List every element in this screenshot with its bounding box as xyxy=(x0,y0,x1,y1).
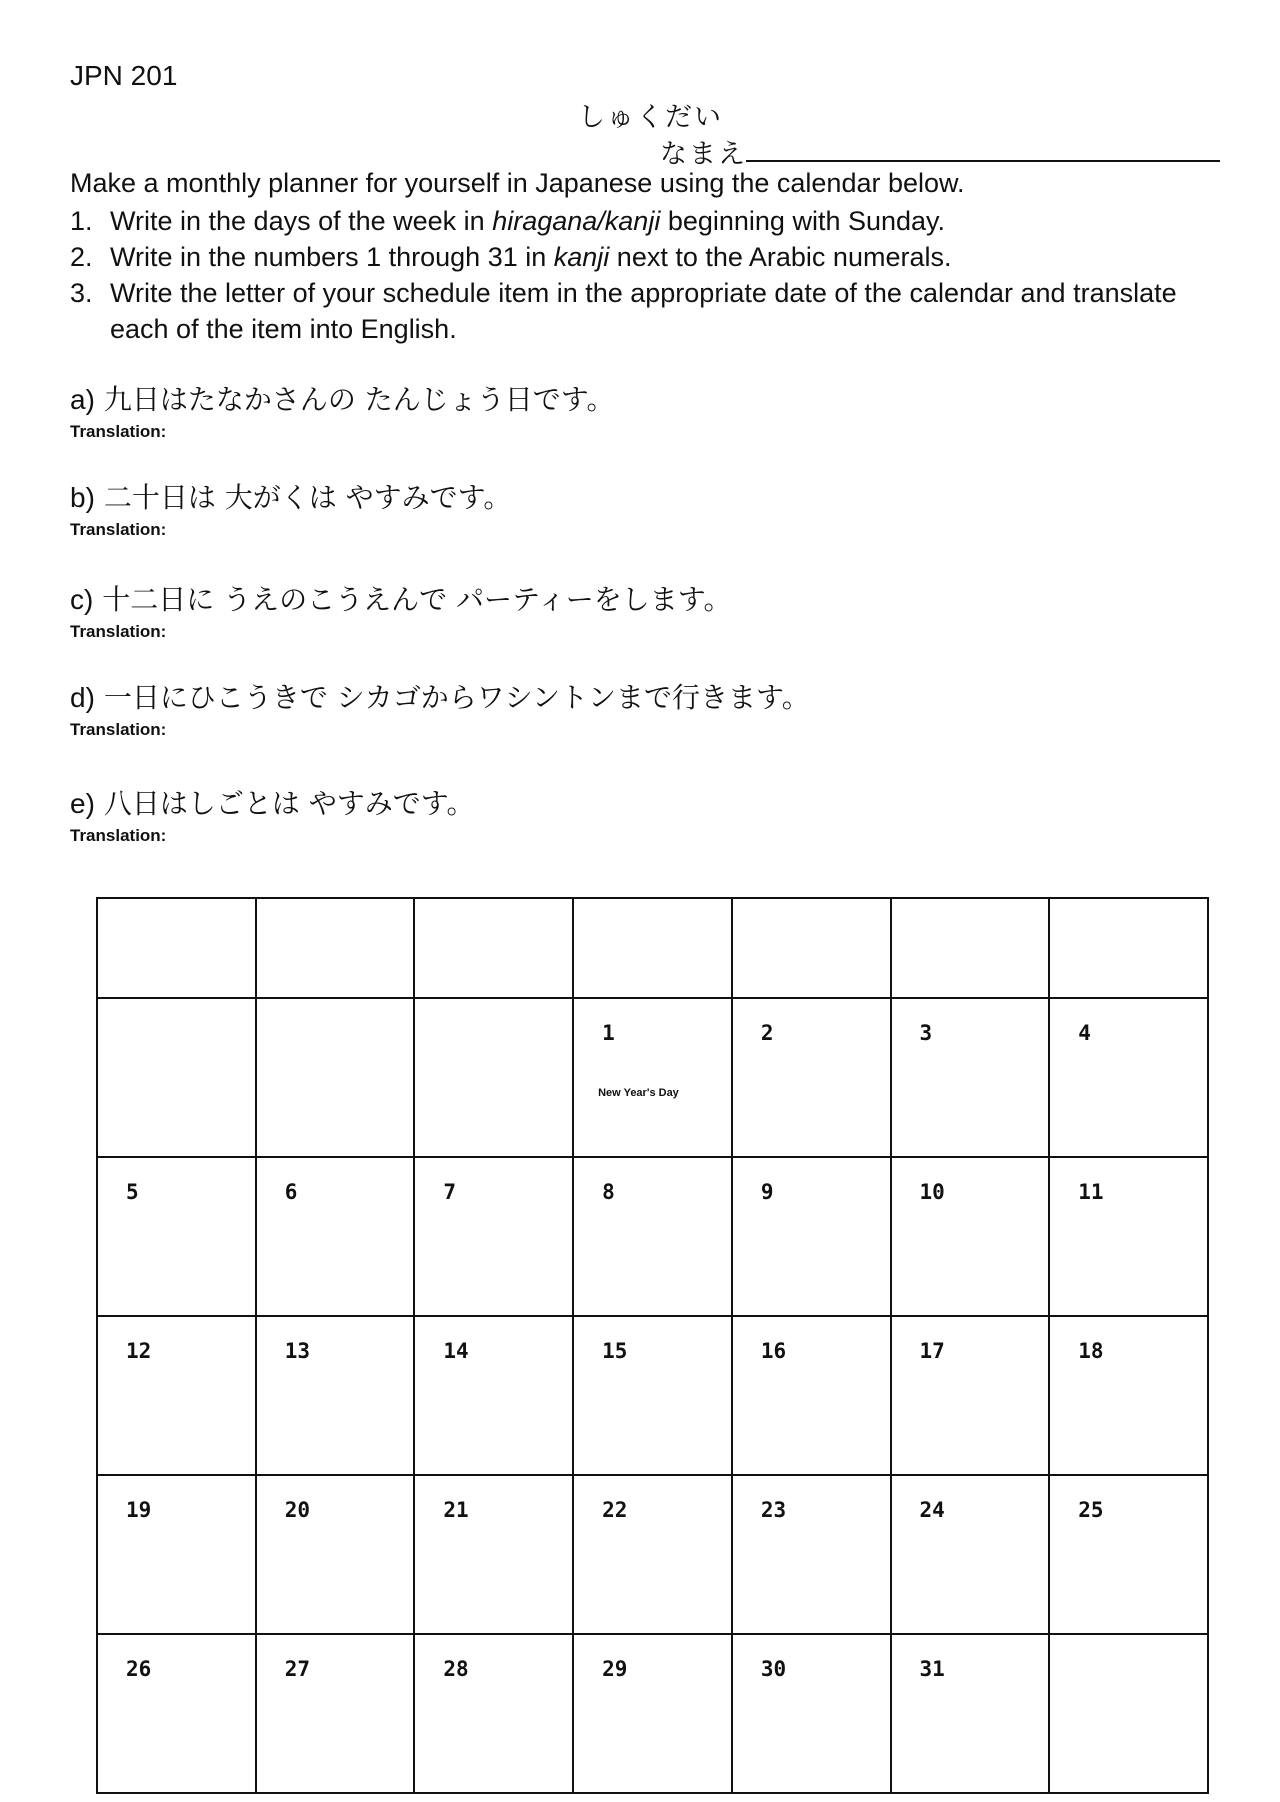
schedule-item-b xyxy=(70,476,511,540)
day-number: 26 xyxy=(126,1657,152,1681)
day-number: 14 xyxy=(443,1339,469,1363)
calendar-week-row xyxy=(97,998,1208,1157)
calendar-week-row xyxy=(97,1475,1208,1634)
day-number: 9 xyxy=(760,1180,774,1204)
item-letter: c) xyxy=(70,584,94,615)
day-cell[interactable] xyxy=(1049,998,1208,1157)
day-cell[interactable] xyxy=(414,1475,573,1634)
translation-label: Translation: xyxy=(70,622,167,641)
weekday-cell[interactable] xyxy=(891,898,1050,998)
day-number: 24 xyxy=(919,1498,945,1522)
day-cell[interactable] xyxy=(97,998,256,1157)
day-number: 29 xyxy=(602,1657,628,1681)
day-cell[interactable] xyxy=(97,1157,256,1316)
day-cell[interactable] xyxy=(573,1157,732,1316)
item-letter: a) xyxy=(70,384,95,415)
step-number: 1. xyxy=(70,206,93,236)
step-text: Write the letter of your schedule item in the appropriate date of the calendar and translate each of the item into English. xyxy=(110,278,1177,344)
name-label: なまえ xyxy=(660,139,747,170)
day-cell[interactable] xyxy=(573,1316,732,1475)
day-cell[interactable] xyxy=(1049,1475,1208,1634)
step-number: 3. xyxy=(70,278,93,308)
name-field[interactable] xyxy=(660,132,1220,170)
step-number: 2. xyxy=(70,242,93,272)
day-number: 4 xyxy=(1078,1021,1091,1045)
day-cell[interactable] xyxy=(1049,1634,1208,1793)
day-cell[interactable] xyxy=(256,1157,415,1316)
day-cell[interactable] xyxy=(573,998,732,1157)
schedule-item-c xyxy=(70,578,732,642)
weekday-cell[interactable] xyxy=(256,898,415,998)
assignment-title: しゅくだい xyxy=(578,102,723,133)
day-cell[interactable] xyxy=(256,998,415,1157)
day-cell[interactable] xyxy=(97,1634,256,1793)
weekday-cell[interactable] xyxy=(414,898,573,998)
day-cell[interactable] xyxy=(414,1316,573,1475)
day-cell[interactable] xyxy=(891,1157,1050,1316)
translation-label: Translation: xyxy=(70,826,167,845)
day-cell[interactable] xyxy=(732,1475,891,1634)
day-number: 6 xyxy=(284,1180,298,1204)
day-number: 15 xyxy=(602,1339,628,1363)
calendar-week-row xyxy=(97,1157,1208,1316)
item-text: 一日にひこうきで シカゴからワシントンまで行きます。 xyxy=(103,681,810,714)
day-cell[interactable] xyxy=(1049,1157,1208,1316)
day-number xyxy=(1050,1635,1207,1657)
day-cell[interactable] xyxy=(732,1157,891,1316)
schedule-item-d xyxy=(70,676,810,740)
instruction-step xyxy=(70,239,1220,275)
day-number: 17 xyxy=(919,1339,945,1363)
day-number xyxy=(257,999,414,1021)
day-number: 3 xyxy=(919,1021,933,1045)
day-cell[interactable] xyxy=(414,1157,573,1316)
day-number: 20 xyxy=(284,1498,310,1522)
item-letter: d) xyxy=(70,682,95,713)
day-cell[interactable] xyxy=(97,1475,256,1634)
instruction-step xyxy=(70,203,1220,239)
item-letter: e) xyxy=(70,788,95,819)
translation-label: Translation: xyxy=(70,422,167,441)
day-number xyxy=(98,999,255,1021)
day-cell[interactable] xyxy=(573,1475,732,1634)
schedule-item-a xyxy=(70,378,614,442)
course-code: JPN 201 xyxy=(70,60,178,91)
day-number: 30 xyxy=(760,1657,787,1681)
instruction-steps xyxy=(70,203,1220,347)
day-cell[interactable] xyxy=(891,1634,1050,1793)
day-cell[interactable] xyxy=(1049,1316,1208,1475)
day-cell[interactable] xyxy=(891,1316,1050,1475)
weekday-cell[interactable] xyxy=(732,898,891,998)
day-number: 2 xyxy=(760,1021,774,1045)
day-number: 31 xyxy=(919,1657,945,1681)
step-text: Write in the days of the week in hiragana/kanji beginning with Sunday. xyxy=(110,206,946,236)
holiday-note: New Year's Day xyxy=(598,1087,679,1099)
monthly-calendar xyxy=(96,897,1209,1794)
day-cell[interactable] xyxy=(891,998,1050,1157)
weekday-cell[interactable] xyxy=(573,898,732,998)
weekday-cell[interactable] xyxy=(1049,898,1208,998)
item-text: 十二日に うえのこうえんで パーティーをします。 xyxy=(102,583,732,616)
day-number: 16 xyxy=(760,1339,787,1363)
day-number: 12 xyxy=(126,1339,152,1363)
day-cell[interactable] xyxy=(256,1316,415,1475)
calendar-week-row xyxy=(97,1316,1208,1475)
day-number: 21 xyxy=(443,1498,469,1522)
calendar-week-row xyxy=(97,1634,1208,1793)
day-cell[interactable] xyxy=(414,1634,573,1793)
day-number: 28 xyxy=(443,1657,469,1681)
step-text: Write in the numbers 1 through 31 in kanji next to the Arabic numerals. xyxy=(110,242,952,272)
day-number: 1 xyxy=(602,1021,615,1045)
translation-label: Translation: xyxy=(70,520,167,539)
day-number: 19 xyxy=(126,1498,152,1522)
schedule-item-e xyxy=(70,782,474,846)
day-number: 18 xyxy=(1078,1339,1104,1363)
translation-label: Translation: xyxy=(70,720,167,739)
day-number: 5 xyxy=(126,1180,139,1204)
day-number: 13 xyxy=(284,1339,310,1363)
instructions-intro: Make a monthly planner for yourself in Japanese using the calendar below. xyxy=(70,168,965,198)
weekday-cell[interactable] xyxy=(97,898,256,998)
day-number: 22 xyxy=(602,1498,628,1522)
day-number xyxy=(415,999,572,1021)
day-number: 8 xyxy=(602,1180,615,1204)
item-letter: b) xyxy=(70,482,95,513)
day-cell[interactable] xyxy=(732,998,891,1157)
day-number: 27 xyxy=(284,1657,310,1681)
day-number: 7 xyxy=(443,1180,457,1204)
day-cell[interactable] xyxy=(414,998,573,1157)
day-cell[interactable] xyxy=(732,1634,891,1793)
instruction-step xyxy=(70,275,1220,347)
day-number: 23 xyxy=(760,1498,787,1522)
day-number: 25 xyxy=(1078,1498,1104,1522)
day-number: 10 xyxy=(919,1180,945,1204)
day-cell[interactable] xyxy=(256,1634,415,1793)
name-blank-line[interactable] xyxy=(746,160,1220,162)
day-number: 11 xyxy=(1078,1180,1104,1204)
weekday-header-row xyxy=(97,898,1208,998)
day-cell[interactable] xyxy=(573,1634,732,1793)
day-cell[interactable] xyxy=(732,1316,891,1475)
day-cell[interactable] xyxy=(97,1316,256,1475)
day-cell[interactable] xyxy=(256,1475,415,1634)
item-text: 二十日は 大がくは やすみです。 xyxy=(103,481,512,514)
item-text: 九日はたなかさんの たんじょう日です。 xyxy=(103,383,615,416)
day-cell[interactable] xyxy=(891,1475,1050,1634)
item-text: 八日はしごとは やすみです。 xyxy=(103,787,475,820)
